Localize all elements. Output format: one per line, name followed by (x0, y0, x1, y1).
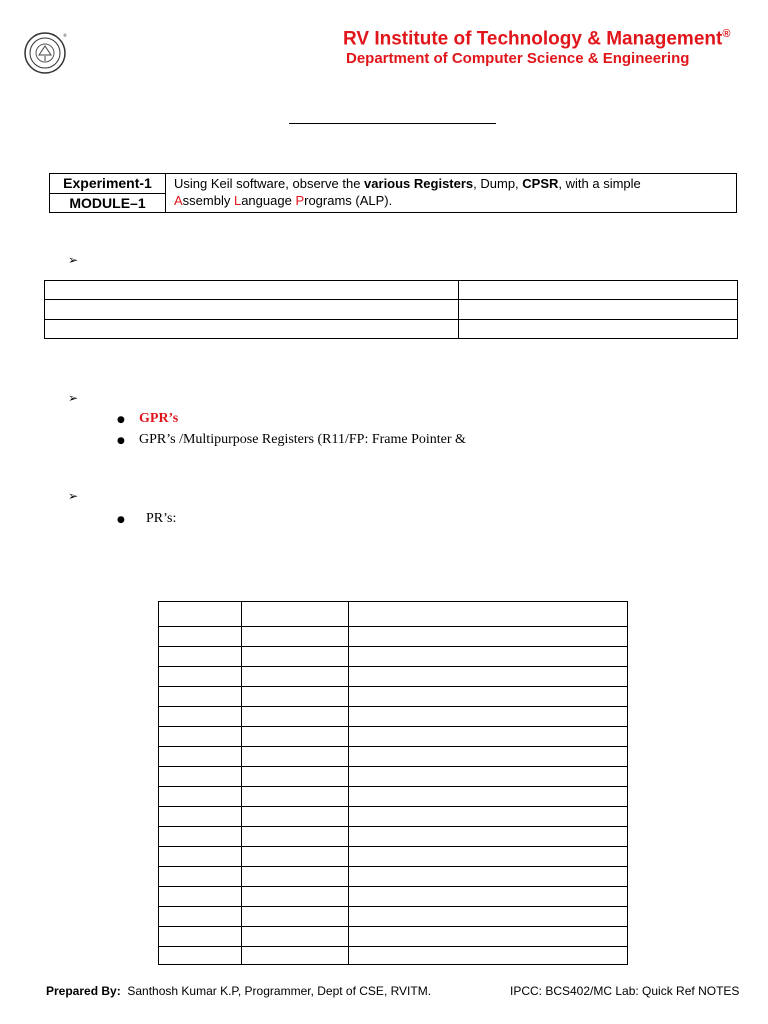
table-row-divider (159, 726, 627, 727)
arrow-bullet-icon: ➢ (68, 489, 79, 503)
module-label: MODULE–1 (69, 195, 146, 211)
desc-letter-a: A (174, 193, 183, 208)
institute-logo (22, 30, 68, 76)
table-row-divider (159, 826, 627, 827)
table-row-divider (159, 626, 627, 627)
footer-course: IPCC: BCS402/MC Lab: Quick Ref NOTES (510, 984, 740, 998)
table-row-divider (159, 766, 627, 767)
table-column-divider (241, 602, 242, 964)
table-row-divider (159, 686, 627, 687)
title-underline (289, 123, 496, 124)
desc-word-l: anguage (241, 193, 296, 208)
experiment-label: Experiment-1 (50, 174, 165, 194)
desc-part2: , Dump, (473, 176, 523, 191)
table-row-divider (159, 926, 627, 927)
bullet-dot-icon: ● (117, 436, 125, 446)
table-row-divider (45, 299, 737, 300)
experiment-header-table (49, 173, 737, 213)
desc-bold2: CPSR (522, 176, 559, 191)
institute-name (343, 28, 730, 50)
table-row-divider (159, 866, 627, 867)
desc-part3: , with a simple (558, 176, 641, 191)
experiment-label-cell (50, 174, 166, 212)
table-row-divider (159, 846, 627, 847)
registered-mark: ® (722, 28, 731, 40)
table-row-divider (159, 906, 627, 907)
table-row-divider (159, 806, 627, 807)
desc-letter-l: L (233, 193, 242, 208)
software-table (44, 280, 738, 339)
prepared-by-name: Santhosh Kumar K.P, Programmer, Dept of CSE, RVITM. (127, 984, 432, 998)
table-row-divider (159, 746, 627, 747)
register-table (158, 601, 628, 965)
desc-bold1: various Registers (364, 176, 474, 191)
table-column-divider (348, 602, 349, 964)
table-row-divider (159, 886, 627, 887)
gpr-title: GPR’s (139, 411, 179, 426)
desc-word-p: rograms (ALP). (304, 193, 393, 208)
pr-title: PR’s: (146, 511, 177, 526)
table-row-divider (159, 666, 627, 667)
arrow-bullet-icon: ➢ (68, 391, 79, 405)
table-row-divider (159, 946, 627, 947)
desc-letter-p: P (295, 193, 305, 208)
gpr-description: GPR’s /Multipurpose Registers (R11/FP: Frame Pointer & (139, 432, 466, 447)
table-column-divider (458, 281, 459, 338)
table-row-divider (159, 706, 627, 707)
bullet-dot-icon: ● (117, 515, 125, 525)
prepared-by-label: Prepared By: (46, 984, 121, 998)
table-row-divider (45, 319, 737, 320)
institute-name-text: RV Institute of Technology & Management (343, 28, 723, 50)
desc-part1: Using Keil software, observe the (174, 176, 365, 191)
svg-text:®: ® (63, 33, 67, 38)
footer-prepared-by (46, 984, 431, 998)
bullet-dot-icon: ● (117, 415, 125, 425)
table-row-divider (159, 646, 627, 647)
department-name: Department of Computer Science & Engineering (346, 50, 690, 67)
table-row-divider (159, 786, 627, 787)
desc-word-a: ssembly (182, 193, 234, 208)
arrow-bullet-icon: ➢ (68, 253, 79, 267)
experiment-description (174, 175, 734, 209)
